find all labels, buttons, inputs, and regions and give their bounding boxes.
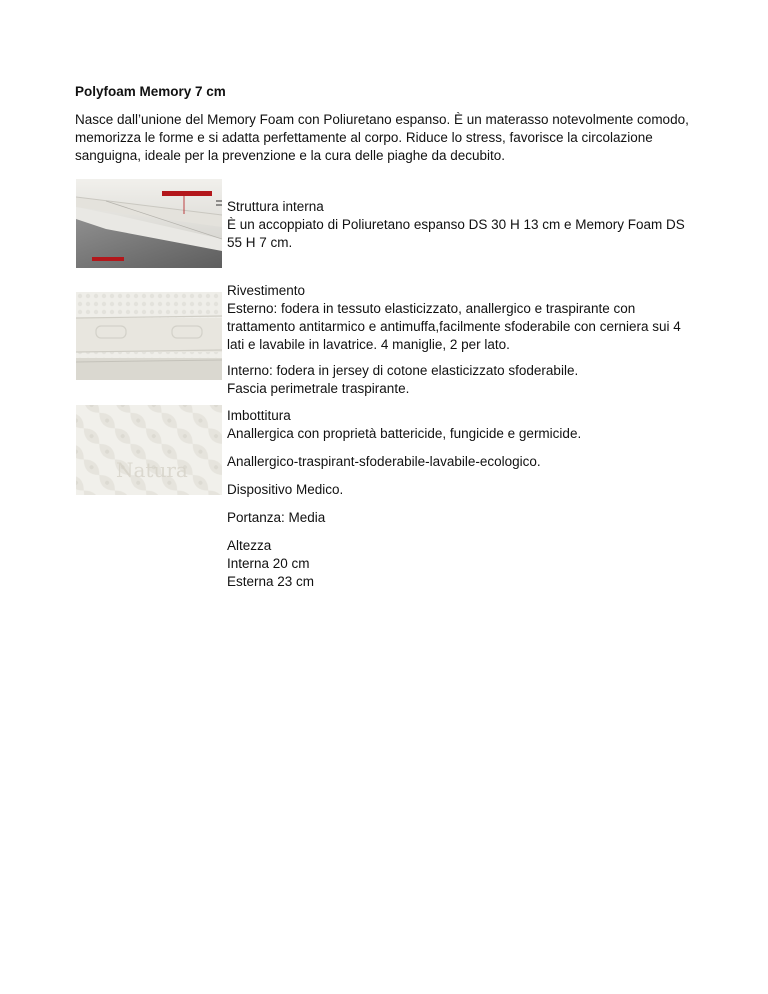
document-title: Polyfoam Memory 7 cm bbox=[75, 84, 226, 99]
altezza-heading: Altezza bbox=[227, 538, 272, 553]
dispositivo-medico: Dispositivo Medico. bbox=[227, 482, 344, 497]
quilted-surface-image bbox=[76, 405, 222, 495]
struttura-section bbox=[227, 198, 697, 252]
altezza-interna: Interna 20 cm bbox=[227, 556, 310, 571]
mattress-layers-image bbox=[76, 179, 222, 268]
struttura-heading: Struttura interna bbox=[227, 199, 324, 214]
rivestimento-section bbox=[227, 282, 697, 398]
intro-paragraph: Nasce dall’unione del Memory Foam con Poliuretano espanso. È un materasso notevolmente comodo, memorizza le forme e si adatta perfettamente al corpo. Riduce lo stress, favorisce la circolazione sanguigna, ideale per la prevenzione e la cura delle piaghe da decubito. bbox=[75, 112, 689, 163]
rivestimento-interno-line1: Interno: fodera in jersey di cotone elasticizzato sfoderabile. bbox=[227, 363, 579, 378]
imbottitura-section bbox=[227, 407, 697, 601]
watermark-text: Natura bbox=[116, 458, 188, 482]
rivestimento-esterno: Esterno: fodera in tessuto elasticizzato, anallergico e traspirante con trattamento antitarmico e antimuffa,facilmente sfoderabile con cerniera sui 4 lati e lavabile in lavatrice. 4 maniglie, 2 per lato. bbox=[227, 301, 681, 352]
rivestimento-heading: Rivestimento bbox=[227, 283, 306, 298]
imbottitura-tags: Anallergico-traspirant-sfoderabile-lavabile-ecologico. bbox=[227, 454, 541, 469]
struttura-text: È un accoppiato di Poliuretano espanso DS 30 H 13 cm e Memory Foam DS 55 H 7 cm. bbox=[227, 217, 685, 250]
mattress-cover-image bbox=[76, 292, 222, 380]
imbottitura-heading: Imbottitura bbox=[227, 408, 291, 423]
portanza: Portanza: Media bbox=[227, 510, 326, 525]
rivestimento-interno-line2: Fascia perimetrale traspirante. bbox=[227, 381, 410, 396]
altezza-esterna: Esterna 23 cm bbox=[227, 574, 315, 589]
imbottitura-text: Anallergica con proprietà battericide, fungicide e germicide. bbox=[227, 426, 582, 441]
